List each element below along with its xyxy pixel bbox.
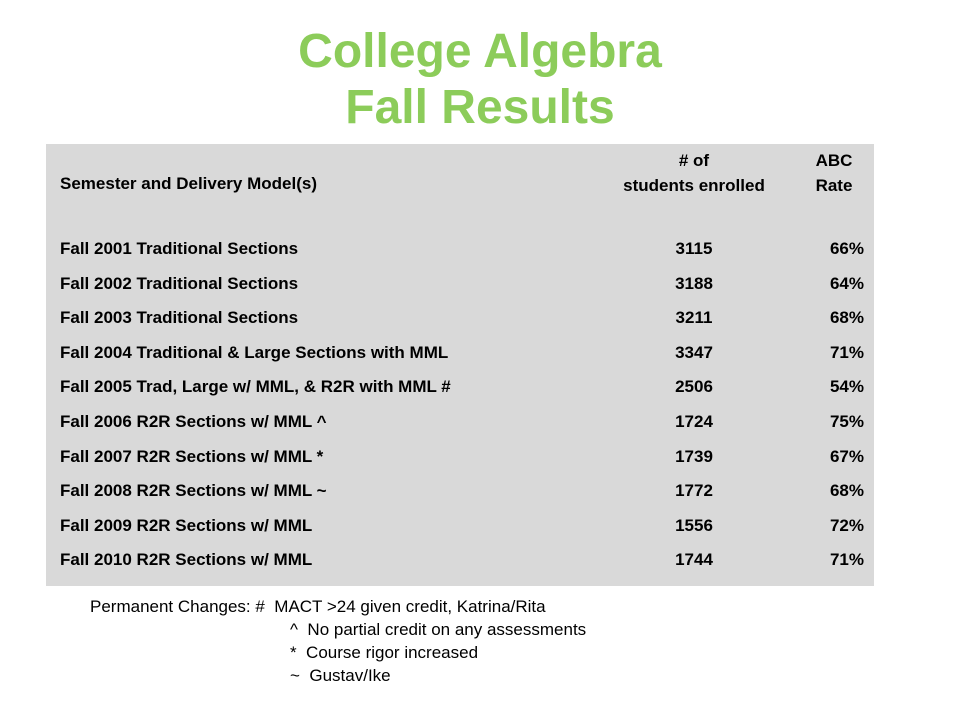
- cell-rate: 68%: [829, 481, 864, 501]
- cell-enrolled: 2506: [675, 377, 713, 397]
- cell-rate: 67%: [829, 446, 864, 466]
- cell-enrolled: 1724: [675, 412, 713, 431]
- permanent-changes-notes: [90, 595, 586, 687]
- table-row: [46, 543, 874, 577]
- cell-semester: Fall 2010 R2R Sections w/ MML: [60, 550, 313, 570]
- cell-enrolled: 3115: [675, 239, 713, 258]
- title-line-2: Fall Results: [345, 81, 615, 134]
- note-line-2: ^ No partial credit on any assessments: [290, 620, 587, 639]
- header-enrolled: [594, 148, 794, 198]
- table-row: [46, 267, 874, 301]
- cell-semester: Fall 2004 Traditional & Large Sections with MML: [60, 342, 449, 362]
- header-rate-line-1: ABC: [815, 151, 853, 170]
- note-line-3: * Course rigor increased: [290, 643, 479, 662]
- cell-rate: 71%: [829, 550, 864, 570]
- cell-enrolled: 3188: [675, 273, 713, 293]
- title-line-1: College Algebra: [298, 25, 662, 78]
- cell-rate: 64%: [829, 273, 864, 293]
- table-row: [46, 301, 874, 335]
- table-row: [46, 509, 874, 543]
- header-semester: Semester and Delivery Model(s): [60, 174, 317, 193]
- cell-semester: Fall 2001 Traditional Sections: [60, 239, 299, 258]
- table-row: [46, 405, 874, 439]
- cell-enrolled: 1556: [675, 515, 713, 535]
- table-row: [46, 370, 874, 404]
- header-rate: [804, 148, 864, 198]
- cell-rate: 75%: [829, 412, 864, 431]
- header-rate-line-2: Rate: [815, 176, 853, 195]
- cell-enrolled: 1739: [675, 446, 713, 466]
- cell-rate: 71%: [829, 342, 864, 362]
- cell-enrolled: 3211: [675, 308, 713, 328]
- cell-semester: Fall 2002 Traditional Sections: [60, 273, 299, 293]
- cell-rate: 72%: [829, 515, 864, 535]
- cell-rate: 54%: [829, 377, 864, 397]
- header-enrolled-line-1: # of: [678, 151, 710, 170]
- cell-rate: 68%: [829, 308, 864, 328]
- cell-semester: Fall 2009 R2R Sections w/ MML: [60, 515, 313, 535]
- cell-enrolled: 3347: [675, 342, 713, 362]
- cell-semester: Fall 2003 Traditional Sections: [60, 308, 299, 328]
- header-enrolled-line-2: students enrolled: [623, 176, 765, 195]
- results-table: [46, 144, 874, 586]
- note-line-1: Permanent Changes: # MACT >24 given credit, Katrina/Rita: [90, 597, 546, 616]
- cell-enrolled: 1744: [675, 550, 713, 570]
- cell-semester: Fall 2005 Trad, Large w/ MML, & R2R with MML #: [60, 377, 451, 397]
- cell-rate: 66%: [829, 239, 864, 258]
- cell-semester: Fall 2008 R2R Sections w/ MML ~: [60, 481, 327, 501]
- cell-semester: Fall 2006 R2R Sections w/ MML ^: [60, 412, 327, 431]
- table-row: [46, 232, 874, 266]
- table-row: [46, 440, 874, 474]
- cell-enrolled: 1772: [675, 481, 713, 501]
- cell-semester: Fall 2007 R2R Sections w/ MML *: [60, 446, 324, 466]
- table-row: [46, 336, 874, 370]
- slide-title: [0, 24, 960, 136]
- note-line-4: ~ Gustav/Ike: [290, 666, 391, 685]
- table-row: [46, 474, 874, 508]
